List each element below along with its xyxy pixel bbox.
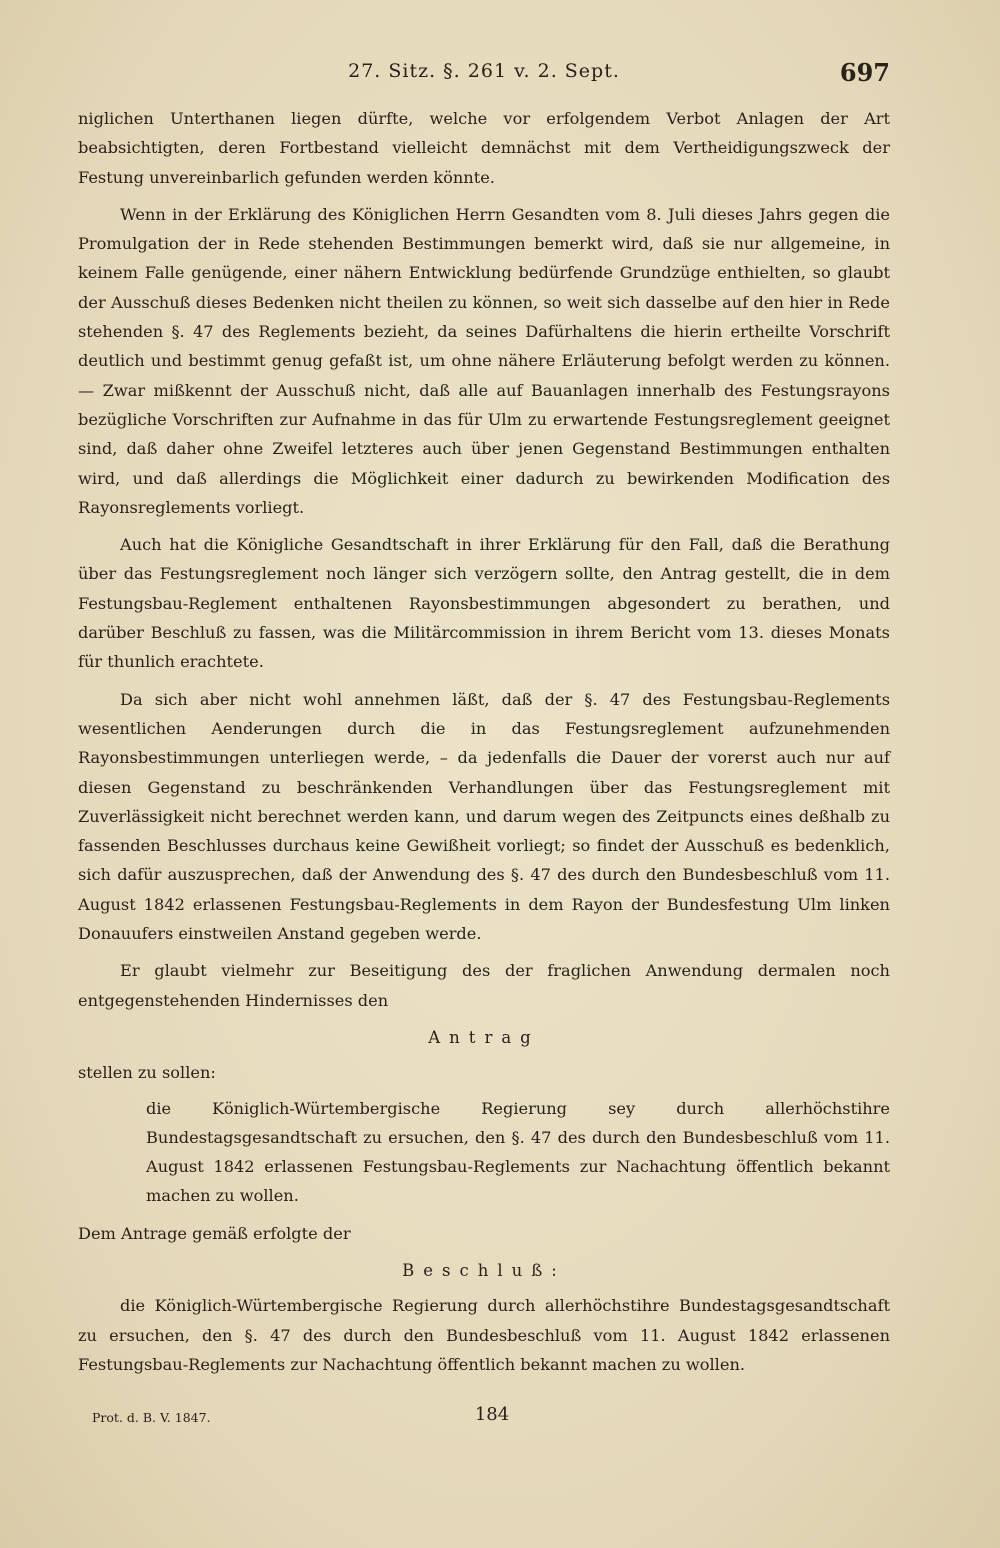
antrag-lead: stellen zu sollen:	[78, 1063, 216, 1083]
paragraph-continuation: niglichen Unterthanen liegen dürfte, welche vor erfolgendem Verbot Anlagen der Art beabsichtigten, deren Fortbestand vielleicht demnächst mit dem Vertheidigungszweck der Festung unvereinbarlich gefunden werden könnte.	[78, 109, 890, 187]
page-footer	[92, 1402, 892, 1432]
beschluss-heading: Beschluß:	[402, 1260, 566, 1280]
page-body	[78, 104, 890, 1379]
antrag-text: die Königlich-Würtembergische Regierung sey durch allerhöchstihre Bundestagsgesandtschaft zu ersuchen, den §. 47 des durch den Bundesbeschluß vom 11. August 1842 erlassenen Festungsbau-Reglements zur Nachachtung öffentlich bekannt machen zu wollen.	[146, 1098, 890, 1206]
antrag-heading: Antrag	[428, 1027, 540, 1047]
beschluss-lead: Dem Antrage gemäß erfolgte der	[78, 1223, 351, 1243]
paragraph: Auch hat die Königliche Gesandtschaft in ihrer Erklärung für den Fall, daß die Berathung über das Festungsreglement noch länger sich verzögern sollte, den Antrag gestellt, die in dem Festungsbau-Reglement enthaltenen Rayonsbestimmungen abgesondert zu berathen, und darüber Beschluß zu fassen, was die Militärcommission in ihrem Bericht vom 13. dieses Monats für thunlich erachtete.	[78, 535, 890, 672]
page-number: 697	[839, 58, 890, 87]
paragraph: Wenn in der Erklärung des Königlichen Herrn Gesandten vom 8. Juli dieses Jahrs gegen die Promulgation der in Rede stehenden Bestimmungen bemerkt wird, daß sie nur allgemeine, in keinem Falle genügende, einer nähern Entwicklung bedürfende Grundzüge enthielten, so glaubt der Ausschuß dieses Bedenken nicht theilen zu können, so weit sich dasselbe auf den hier in Rede stehenden §. 47 des Reglements bezieht, da seines Dafürhaltens die hierin ertheilte Vorschrift deutlich und bestimmt genug gefaßt ist, um ohne nähere Erläuterung befolgt werden zu können. — Zwar mißkennt der Ausschuß nicht, daß alle auf Bauanlagen innerhalb des Festungsrayons bezügliche Vorschriften zur Aufnahme in das für Ulm zu erwartende Festungsreglement geeignet sind, daß daher ohne Zweifel letzteres auch über jenen Gegenstand Bestimmungen enthalten wird, und daß allerdings die Möglichkeit einer dadurch zu bewirkenden Modification des Rayonsreglements vorliegt.	[78, 204, 890, 517]
paragraph: Er glaubt vielmehr zur Beseitigung des der fraglichen Anwendung dermalen noch entgegenstehenden Hindernisses den	[78, 961, 890, 1010]
protocol-signature: Prot. d. B. V. 1847.	[92, 1410, 211, 1425]
running-head: 27. Sitz. §. 261 v. 2. Sept.	[348, 60, 620, 82]
beschluss-text: die Königlich-Würtembergische Regierung durch allerhöchstihre Bundestagsgesandtschaft zu ersuchen, den §. 47 des durch den Bundesbeschluß vom 11. August 1842 erlassenen Festungsbau-Reglements zur Nachachtung öffentlich bekannt machen zu wollen.	[78, 1296, 890, 1374]
sheet-number: 184	[474, 1404, 510, 1425]
page-header	[78, 58, 890, 94]
paragraph: Da sich aber nicht wohl annehmen läßt, daß der §. 47 des Festungsbau-Reglements wesentlichen Aenderungen durch die in das Festungsreglement aufzunehmenden Rayonsbestimmungen unterliegen werde, – da jedenfalls die Dauer der vorerst auch nur auf diesen Gegenstand zu beschränkenden Verhandlungen über das Festungsreglement mit Zuverlässigkeit nicht berechnet werden kann, und darum wegen des Zeitpuncts eines deßhalb zu fassenden Beschlusses durchaus keine Gewißheit vorliegt; so findet der Ausschuß es bedenklich, sich dafür auszusprechen, daß der Anwendung des §. 47 des durch den Bundesbeschluß vom 11. August 1842 erlassenen Festungsbau-Reglements in dem Rayon der Bundesfestung Ulm linken Donauufers einstweilen Anstand gegeben werde.	[78, 689, 890, 944]
